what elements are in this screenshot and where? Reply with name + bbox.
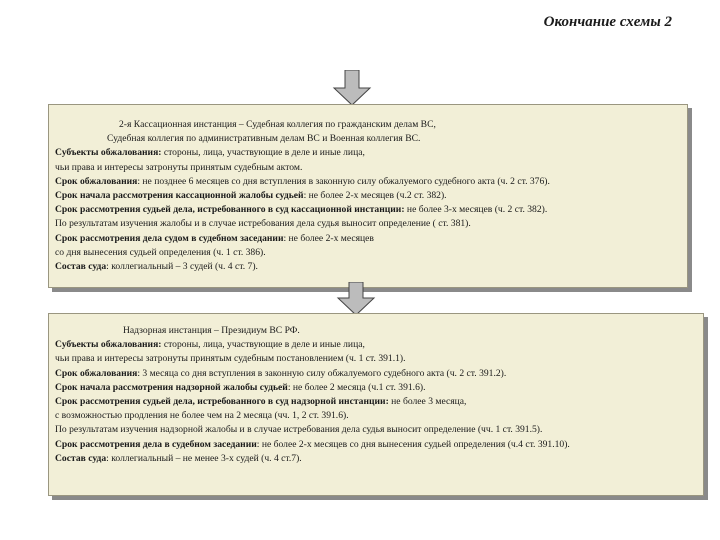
line-text: : не позднее 6 месяцев со дня вступления в законную силу обжалуемого судебного акта (ч. 2 ст. 376).	[137, 175, 550, 187]
line-text: 2-я Кассационная инстанция – Судебная коллегия по гражданским делам ВС,	[119, 119, 436, 130]
supervisory-box	[48, 313, 704, 496]
text-line	[55, 246, 687, 260]
text-line	[55, 352, 703, 366]
down-arrow-icon	[332, 70, 372, 106]
bold-term: Срок начала рассмотрения надзорной жалобы судьей	[55, 381, 288, 393]
line-text: : 3 месяца со дня вступления в законную силу обжалуемого судебного акта (ч. 2 ст. 391.2).	[137, 367, 507, 379]
text-line	[55, 118, 687, 132]
line-text: стороны, лица, участвующие в деле и иные лица,	[161, 147, 365, 159]
line-text: чьи права и интересы затронуты принятым судебным постановлением (ч. 1 ст. 391.1).	[55, 353, 406, 365]
line-text: : не более 2-х месяцев	[283, 232, 374, 244]
text-line	[55, 438, 703, 452]
bold-term: Срок рассмотрения судьей дела, истребованного в суд надзорной инстанции:	[55, 396, 389, 408]
line-text: Судебная коллегия по административным делам ВС и Военная коллегия ВС.	[107, 133, 421, 145]
line-text: Надзорная инстанция – Президиум ВС РФ.	[123, 325, 300, 336]
text-line	[55, 217, 687, 231]
bold-term: Срок рассмотрения дела в судебном заседании	[55, 438, 257, 450]
line-text: : коллегиальный – не менее 3-х судей (ч. 4 ст.7).	[106, 452, 302, 464]
line-text: По результатам изучения жалобы и в случае истребования дела судья выносит определение ( ст. 381).	[55, 218, 471, 230]
text-line	[55, 338, 703, 352]
down-arrow-icon	[336, 282, 376, 316]
line-text: : коллегиальный – 3 судей (ч. 4 ст. 7).	[106, 261, 258, 273]
text-line	[55, 324, 703, 338]
bold-term: Состав суда	[55, 452, 107, 464]
line-text: : не более 2-х месяцев со дня вынесения судьей определения (ч.4 ст. 391.10).	[256, 438, 570, 450]
line-text: : не более 2 месяца (ч.1 ст. 391.6).	[287, 381, 426, 393]
line-text: чьи права и интересы затронуты принятым судебным актом.	[55, 161, 303, 173]
bold-term: Срок начала рассмотрения кассационной жалобы судьей	[55, 190, 304, 202]
text-line	[55, 203, 687, 217]
line-text: По результатам изучения надзорной жалобы и в случае истребования дела судья выносит определение (чч. 1 ст. 391.5).	[55, 424, 543, 436]
line-text: не более 3-х месяцев (ч. 2 ст. 382).	[404, 204, 548, 216]
bold-term: Субъекты обжалования:	[55, 147, 162, 159]
text-line	[55, 452, 703, 466]
text-line	[55, 381, 703, 395]
line-text: со дня вынесения судьей определения (ч. 1 ст. 386).	[55, 246, 266, 258]
bold-term: Срок обжалования	[55, 175, 138, 187]
line-text: с возможностью продления не более чем на 2 месяца (чч. 1, 2 ст. 391.6).	[55, 410, 349, 422]
bold-term: Состав суда	[55, 261, 107, 273]
text-line	[55, 409, 703, 423]
text-line	[55, 232, 687, 246]
scheme-title: Окончание схемы 2	[543, 14, 672, 30]
text-line	[55, 161, 687, 175]
bold-term: Срок рассмотрения судьей дела, истребованного в суд кассационной инстанции:	[55, 204, 405, 216]
text-line	[55, 395, 703, 409]
text-line	[55, 260, 687, 274]
text-line	[55, 132, 687, 146]
bold-term: Субъекты обжалования:	[55, 339, 162, 351]
bold-term: Срок обжалования	[55, 367, 138, 379]
text-line	[55, 367, 703, 381]
cassation-box	[48, 104, 688, 288]
text-line	[55, 189, 687, 203]
text-line	[55, 423, 703, 437]
line-text: не более 3 месяца,	[388, 396, 467, 408]
line-text: : не более 2-х месяцев (ч.2 ст. 382).	[303, 190, 447, 202]
bold-term: Срок рассмотрения дела судом в судебном заседании	[55, 232, 284, 244]
line-text: стороны, лица, участвующие в деле и иные лица,	[161, 339, 365, 351]
text-line	[55, 175, 687, 189]
text-line	[55, 146, 687, 160]
